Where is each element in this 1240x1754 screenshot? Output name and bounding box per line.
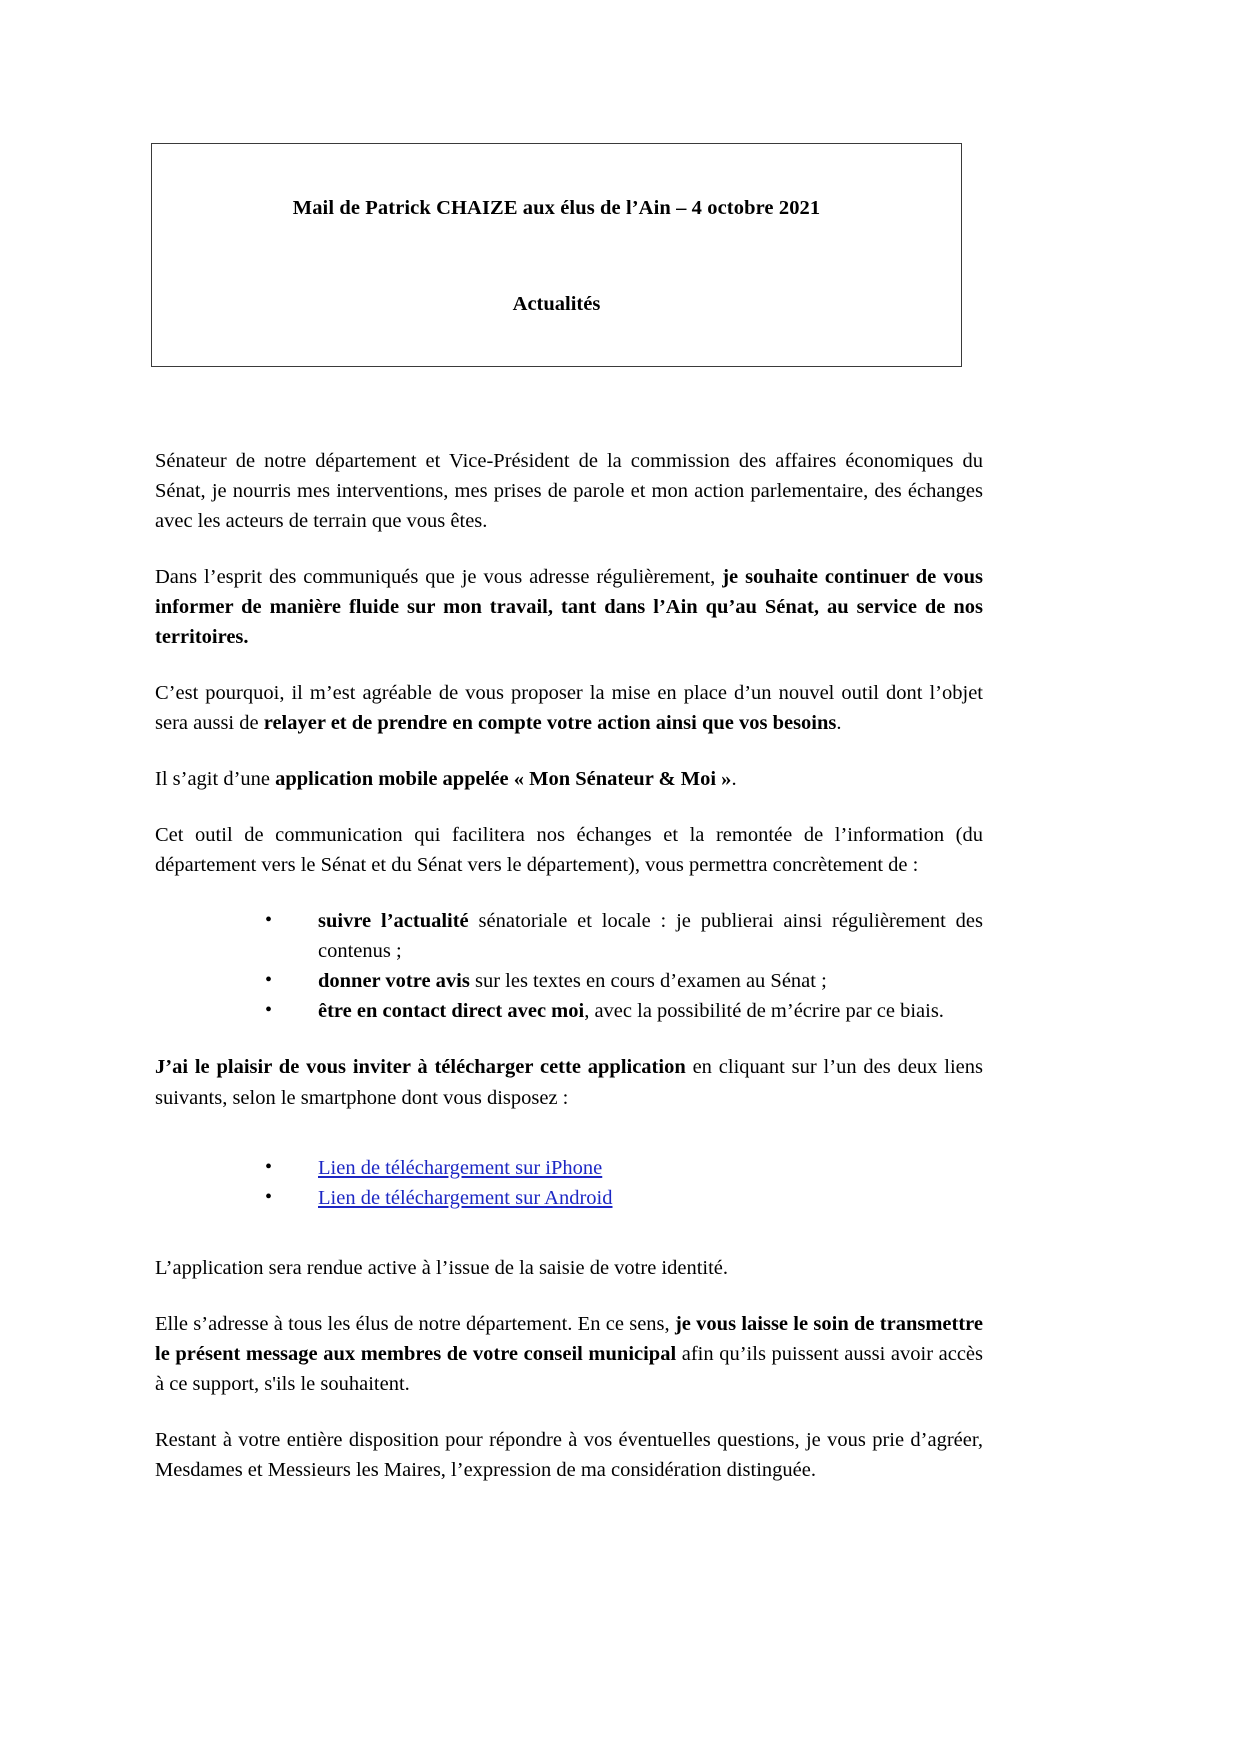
list-item [155,906,983,966]
paragraph-intro-text: Sénateur de notre département et Vice-Président de la commission des affaires économiques du Sénat, je nourris mes interventions, mes prises de parole et mon action parlementaire, des échanges avec les acteurs de terrain que vous êtes. [155,450,983,533]
header-box [151,143,962,367]
paragraph-invitation-tail: en cliquant sur l’un des deux liens suivants, selon le smartphone dont vous disposez : [155,1056,983,1109]
paragraph-esprit-lead: Dans l’esprit des communiqués que je vous adresse régulièrement, [155,566,723,589]
paragraph-intro [155,446,983,536]
paragraph-esprit-emphasis: je souhaite continuer de vous informer de manière fluide sur mon travail, tant dans l’Ain qu’au Sénat, au service de nos territoires. [155,566,983,649]
paragraph-outil-text: Cet outil de communication qui facilitera nos échanges et la remontée de l’information (du département vers le Sénat et du Sénat vers le département), vous permettra concrètement de : [155,824,983,877]
bullet-icon: • [265,1155,273,1178]
list-item [155,996,983,1026]
bullet-icon: • [265,909,273,932]
paragraph-application-lead: Il s’agit d’une [155,768,276,791]
paragraph-closing-text: Restant à votre entière disposition pour répondre à vos éventuelles questions, je vous prie d’agréer, Mesdames et Messieurs les Maires, l’expression de ma considération distinguée. [155,1428,983,1481]
spacer [155,1139,983,1153]
bullet-icon: • [265,1185,273,1208]
paragraph-pourquoi-lead: C’est pourquoi, il m’est agréable de vous proposer la mise en place d’un nouvel outil dont l’objet sera aussi de [155,682,983,735]
paragraph-diffusion [155,1309,983,1399]
paragraph-application [155,764,983,794]
paragraph-esprit [155,562,983,652]
document-subtitle: Actualités [512,293,601,315]
paragraph-diffusion-tail: afin qu’ils puissent aussi avoir accès à ce support, s'ils le souhaitent. [155,1342,983,1395]
paragraph-diffusion-lead: Elle s’adresse à tous les élus de notre département. En ce sens, [155,1312,675,1335]
list-item-text: sur les textes en cours d’examen au Sénat ; [469,970,827,993]
bullet-icon: • [265,969,273,992]
paragraph-pourquoi-emphasis: relayer et de prendre en compte votre action ainsi que vos besoins [263,712,837,735]
list-item-emphasis: être en contact direct avec moi [318,1000,585,1023]
list-item [155,1153,983,1183]
download-link-list [155,1153,983,1213]
download-link-iphone[interactable]: Lien de téléchargement sur iPhone [318,1156,603,1179]
list-item-emphasis: suivre l’actualité [318,910,469,933]
list-item-text: , avec la possibilité de m’écrire par ce biais. [584,1000,944,1023]
document-body [155,446,983,1485]
spacer [155,1239,983,1253]
paragraph-application-tail: . [731,768,737,791]
bullet-icon: • [265,999,273,1022]
paragraph-diffusion-emphasis: je vous laisse le soin de transmettre le présent message aux membres de votre conseil municipal [155,1312,983,1365]
paragraph-invitation [155,1052,983,1112]
paragraph-closing [155,1425,983,1485]
list-item-emphasis: donner votre avis [318,970,470,993]
feature-bullet-list [155,906,983,1026]
paragraph-invitation-emphasis: J’ai le plaisir de vous inviter à télécharger cette application [155,1056,686,1079]
paragraph-pourquoi-tail: . [836,712,842,735]
download-link-android[interactable]: Lien de téléchargement sur Android [318,1186,613,1209]
paragraph-outil [155,820,983,880]
paragraph-activation [155,1253,983,1283]
list-item [155,966,983,996]
paragraph-application-emphasis: application mobile appelée « Mon Sénateur & Moi » [275,768,732,791]
paragraph-activation-text: L’application sera rendue active à l’issue de la saisie de votre identité. [155,1256,729,1279]
list-item-text: sénatoriale et locale : je publierai ainsi régulièrement des contenus ; [318,910,983,963]
list-item [155,1183,983,1213]
document-title: Mail de Patrick CHAIZE aux élus de l’Ain – 4 octobre 2021 [292,197,821,219]
paragraph-pourquoi [155,678,983,738]
